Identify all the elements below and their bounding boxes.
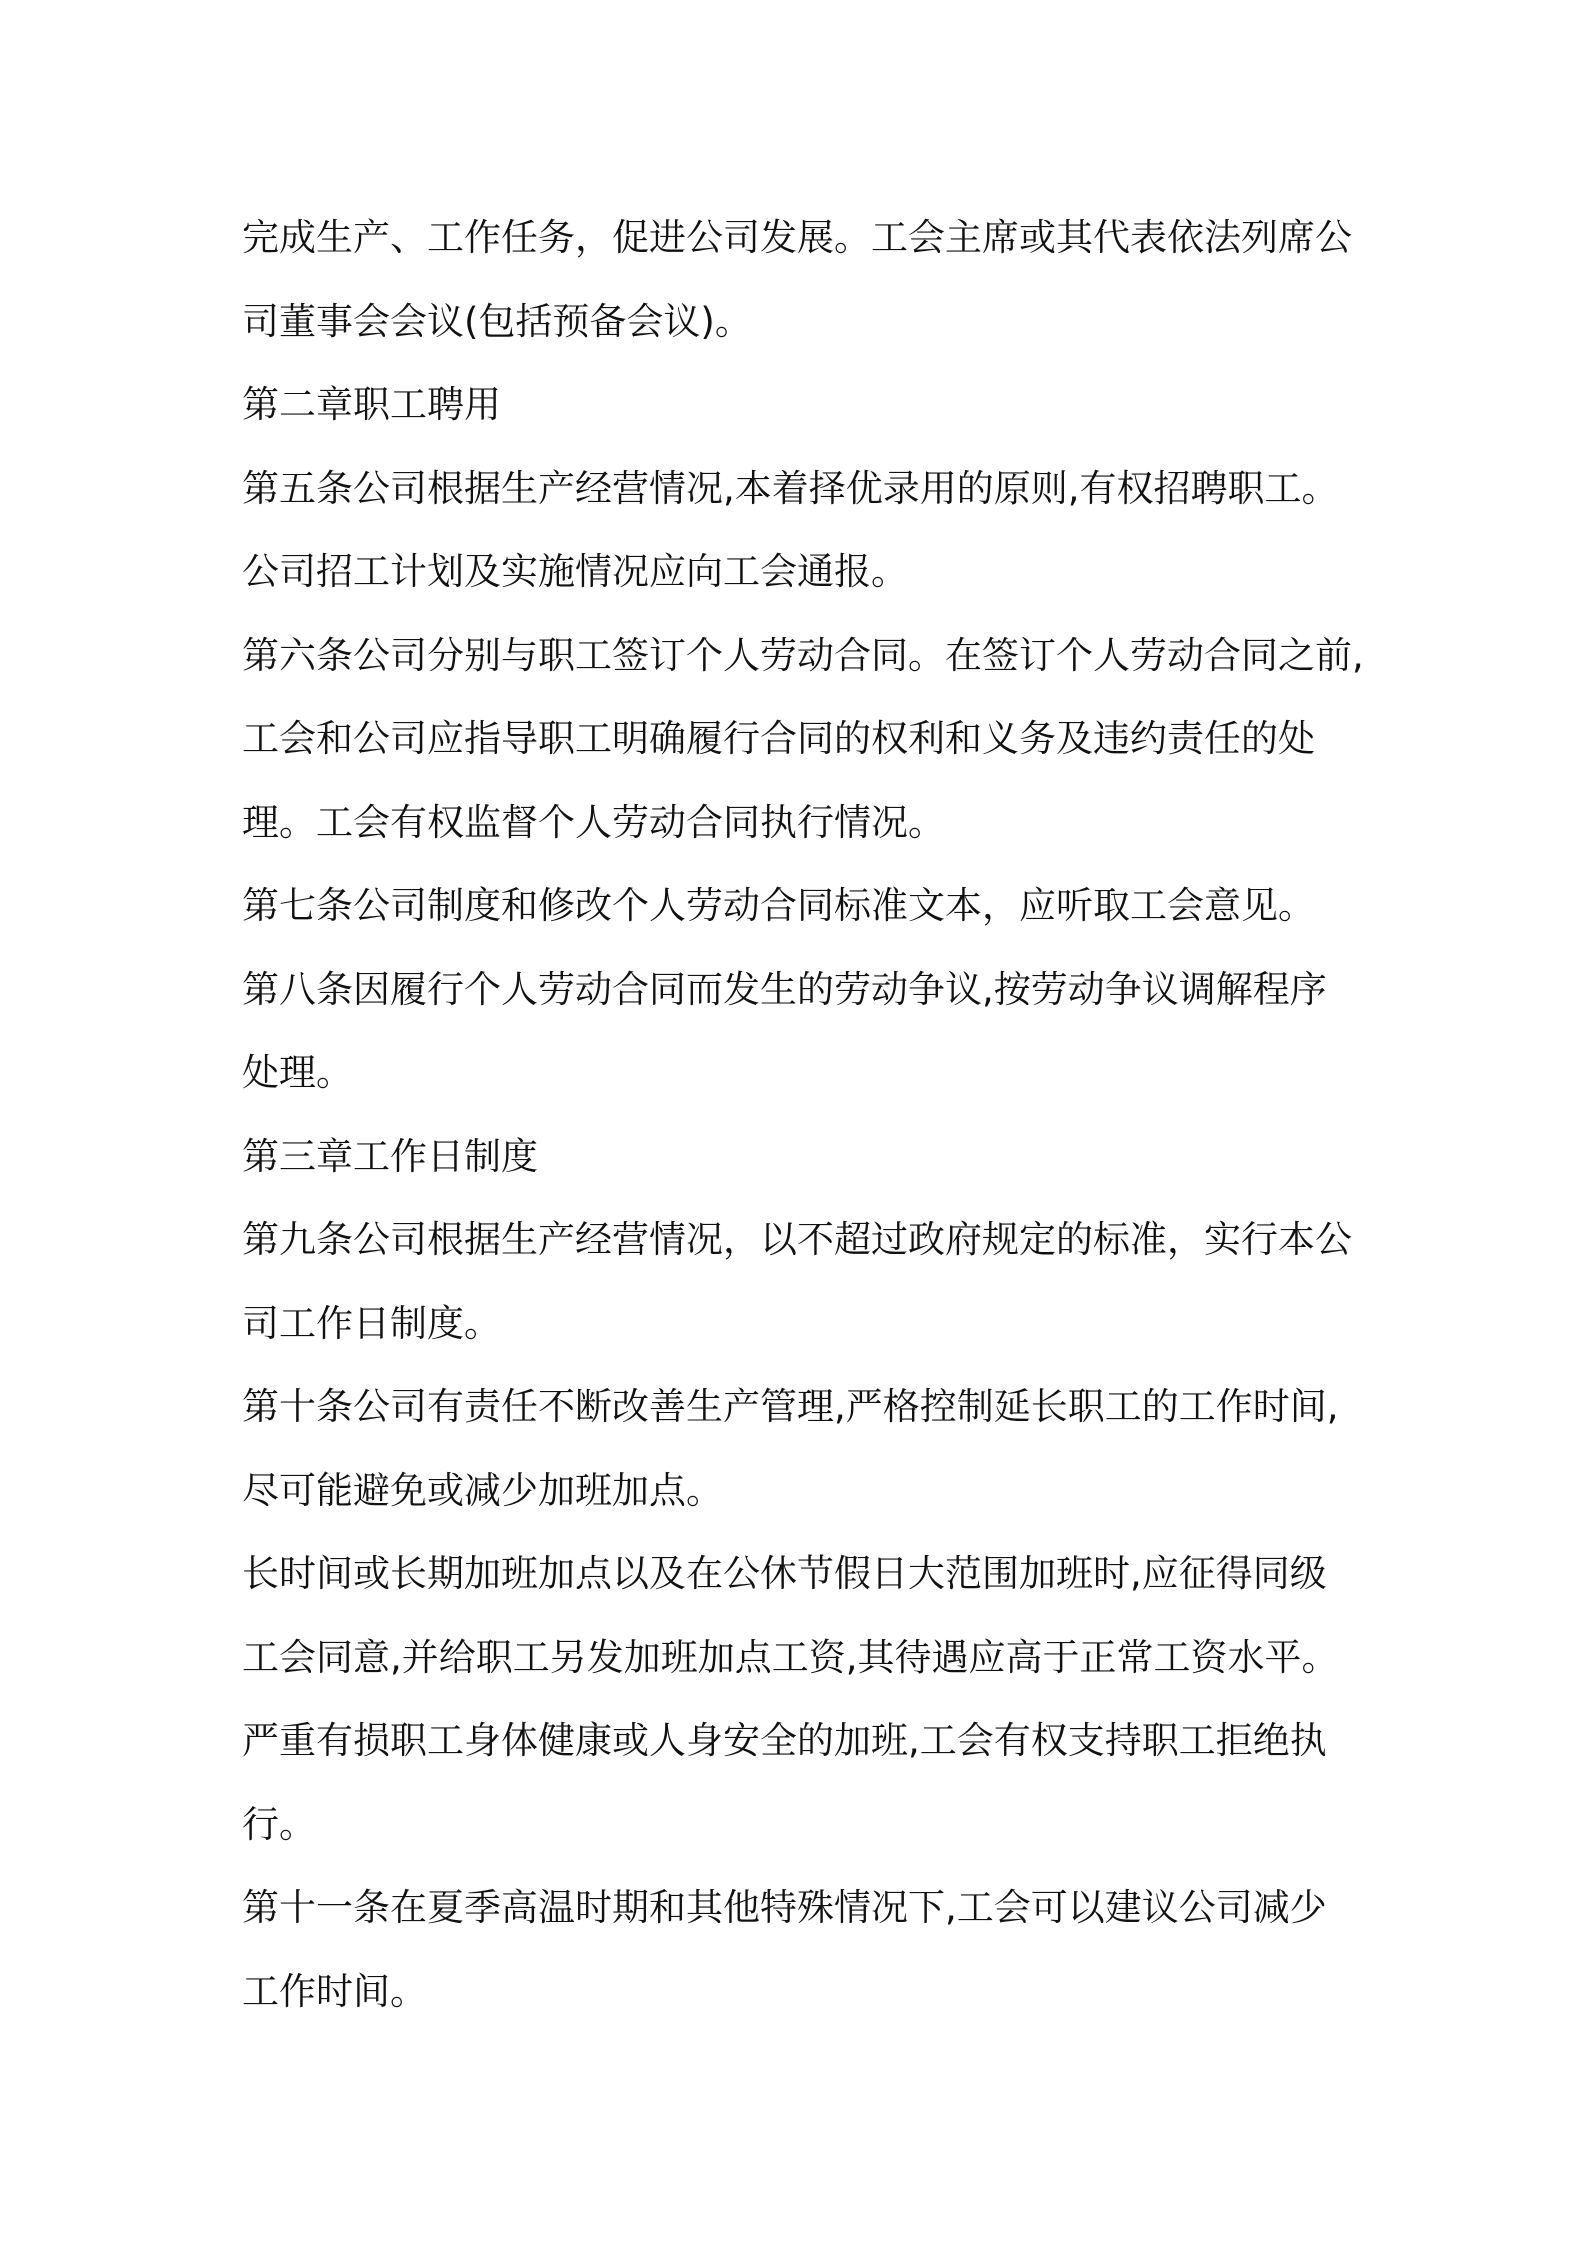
text-line: 第八条因履行个人劳动合同而发生的劳动争议,按劳动争议调解程序 xyxy=(242,967,1327,1011)
text-line: 第六条公司分别与职工签订个人劳动合同。在签订个人劳动合同之前, xyxy=(242,633,1364,677)
text-line: 第五条公司根据生产经营情况,本着择优录用的原则,有权招聘职工。 xyxy=(242,466,1339,510)
text-line: 严重有损职工身体健康或人身安全的加班,工会有权支持职工拒绝执 xyxy=(242,1719,1327,1762)
overtime-paragraph xyxy=(242,1532,1362,1866)
heading-line: 第二章职工聘用 xyxy=(242,383,501,426)
text-line: 完成生产、工作任务，促进公司发展。工会主席或其代表依法列席公 xyxy=(242,216,1352,259)
article-6 xyxy=(242,614,1362,865)
heading-line: 第三章工作日制度 xyxy=(242,1134,538,1178)
article-11 xyxy=(242,1866,1362,2033)
text-line: 尽可能避免或减少加班加点。 xyxy=(242,1468,723,1512)
text-line: 处理。 xyxy=(242,1051,353,1094)
text-line: 司董事会会议(包括预备会议)。 xyxy=(242,299,752,343)
text-line: 工会和公司应指导职工明确履行合同的权利和义务及违约责任的处 xyxy=(242,717,1315,760)
text-line: 第九条公司根据生产经营情况，以不超过政府规定的标准，实行本公 xyxy=(242,1218,1352,1261)
article-5 xyxy=(242,447,1362,614)
text-line: 工作时间。 xyxy=(242,1969,427,2013)
text-line: 第七条公司制度和修改个人劳动合同标准文本，应听取工会意见。 xyxy=(242,884,1315,927)
text-line: 第十条公司有责任不断改善生产管理,严格控制延长职工的工作时间, xyxy=(242,1385,1339,1428)
text-line: 行。 xyxy=(242,1802,316,1846)
paragraph-continuation xyxy=(242,196,1362,363)
article-8 xyxy=(242,948,1362,1115)
article-7 xyxy=(242,864,1362,948)
document-body xyxy=(242,196,1362,2033)
text-line: 司工作日制度。 xyxy=(242,1301,501,1345)
text-line: 工会同意,并给职工另发加班加点工资,其待遇应高于正常工资水平。 xyxy=(242,1635,1339,1679)
chapter-heading-2 xyxy=(242,363,1362,447)
text-line: 公司招工计划及实施情况应向工会通报。 xyxy=(242,550,908,593)
text-line: 第十一条在夏季高温时期和其他特殊情况下,工会可以建议公司减少 xyxy=(242,1886,1327,1929)
article-10 xyxy=(242,1365,1362,1532)
text-line: 理。工会有权监督个人劳动合同执行情况。 xyxy=(242,800,945,844)
chapter-heading-3 xyxy=(242,1115,1362,1199)
article-9 xyxy=(242,1198,1362,1365)
text-line: 长时间或长期加班加点以及在公休节假日大范围加班时,应征得同级 xyxy=(242,1552,1327,1595)
